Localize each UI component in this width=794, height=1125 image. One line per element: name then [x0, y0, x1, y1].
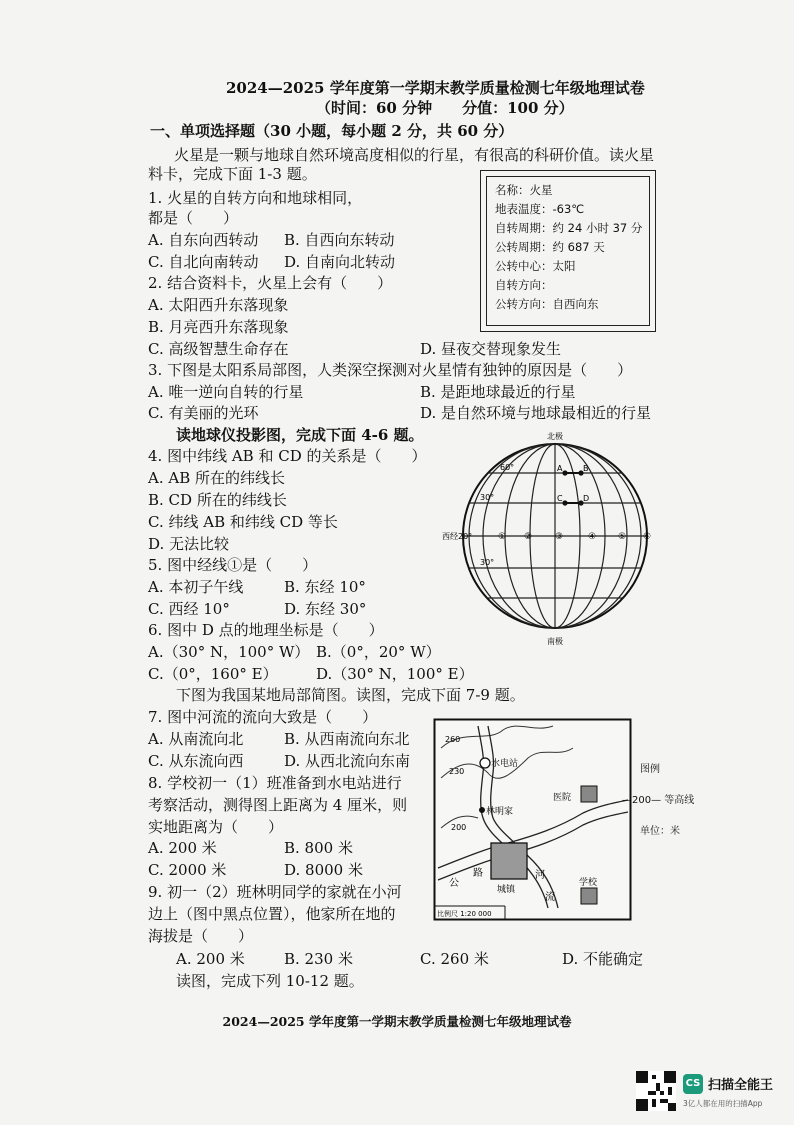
q1-stem-2: 都是（ ）	[148, 209, 239, 227]
hydro-station-marker	[480, 758, 490, 768]
q8-option-b: B. 800 米	[284, 839, 353, 857]
legend-unit: 单位：米	[640, 826, 680, 837]
q5-stem: 5. 图中经线①是（ ）	[148, 556, 318, 574]
q7-option-b: B. 从西南流向东北	[284, 730, 410, 748]
globe-lat60-label: 60°	[500, 463, 515, 472]
q1-option-a: A. 自东向西转动	[148, 231, 259, 249]
globe-meridian-1: ①	[498, 532, 507, 542]
intro-7-9: 下图为我国某地局部简图。读图，完成下面 7-9 题。	[176, 686, 525, 704]
intro-1-3-line1: 火星是一颗与地球自然环境高度相似的行星，有很高的科研价值。读火星	[174, 146, 655, 164]
q2-option-a: A. 太阳西升东落现象	[148, 296, 289, 314]
q9-option-c: C. 260 米	[420, 950, 489, 968]
camscanner-name: 扫描全能王	[708, 1078, 774, 1093]
map-home-label: 林明家	[486, 807, 514, 817]
globe-meridian-5: ⑤	[618, 532, 627, 542]
exam-title: 2024—2025 学年度第一学期末教学质量检测七年级地理试卷	[226, 79, 645, 97]
home-marker	[479, 807, 485, 813]
q1-option-d: D. 自南向北转动	[284, 253, 396, 271]
q8-stem-1: 8. 学校初一（1）班准备到水电站进行	[148, 774, 402, 792]
mars-temp: 地表温度：-63℃	[495, 202, 585, 216]
map-road-char-2: 路	[473, 868, 483, 879]
map-contour-200: 200	[451, 823, 467, 832]
globe-south-label: 南极	[547, 637, 563, 646]
legend-title: 图例	[640, 764, 660, 775]
camscanner-logo-icon: CS	[683, 1074, 703, 1094]
exam-time-score: （时间：60 分钟 分值：100 分）	[316, 99, 574, 117]
q7-option-c: C. 从东流向西	[148, 752, 244, 770]
q1-stem-1: 1. 火星的自转方向和地球相同，	[148, 189, 363, 207]
globe-west20-label: 西经20°	[442, 532, 473, 541]
globe-north-label: 北极	[547, 432, 563, 441]
map-hospital-label: 医院	[553, 793, 572, 803]
mars-data-card	[486, 176, 650, 326]
globe-point-a: A	[557, 464, 563, 473]
map-scale-label: 比例尺 1:20 000	[437, 910, 492, 918]
q3-option-a: A. 唯一逆向自转的行星	[148, 383, 304, 401]
map-river-char-2: 流	[545, 892, 555, 903]
page-footer: 2024—2025 学年度第一学期末教学质量检测七年级地理试卷	[222, 1014, 572, 1029]
map-frame	[435, 720, 631, 920]
q2-option-d: D. 昼夜交替现象发生	[420, 340, 562, 358]
map-hydro-label: 水电站	[491, 759, 519, 769]
q2-stem: 2. 结合资料卡，火星上会有（ ）	[148, 274, 393, 292]
local-map	[433, 718, 633, 923]
q3-stem: 3. 下图是太阳系局部图，人类深空探测对火星情有独钟的原因是（ ）	[148, 361, 633, 379]
map-contour-230: 230	[449, 767, 465, 776]
q9-stem-1: 9. 初一（2）班林明同学的家就在小河	[148, 883, 402, 901]
intro-4-6: 读地球仪投影图，完成下面 4-6 题。	[176, 426, 424, 444]
q4-option-a: A. AB 所在的纬线长	[148, 469, 285, 487]
globe-point-b: B	[583, 464, 589, 473]
q6-option-a: A.（30° N，100° W）	[148, 643, 310, 661]
globe-meridian-6: ⑥	[643, 532, 652, 542]
q5-option-c: C. 西经 10°	[148, 600, 230, 618]
q3-option-b: B. 是距地球最近的行星	[420, 383, 576, 401]
q8-option-a: A. 200 米	[148, 839, 217, 857]
map-road-char-1: 公	[449, 878, 459, 889]
globe-figure	[440, 428, 670, 654]
q8-stem-2: 考察活动，测得图上距离为 4 厘米，则	[148, 796, 408, 814]
q7-stem: 7. 图中河流的流向大致是（ ）	[148, 708, 378, 726]
q7-option-a: A. 从南流向北	[148, 730, 244, 748]
town-marker	[491, 843, 527, 879]
q6-option-d: D.（30° N，100° E）	[316, 665, 474, 683]
globe-point-d: D	[583, 494, 590, 503]
q3-option-c: C. 有美丽的光环	[148, 404, 259, 422]
section-heading: 一、单项选择题（30 小题，每小题 2 分，共 60 分）	[150, 122, 514, 140]
q6-stem: 6. 图中 D 点的地理坐标是（ ）	[148, 621, 384, 639]
map-school-label: 学校	[579, 878, 598, 888]
q3-option-d: D. 是自然环境与地球最相近的行星	[420, 404, 652, 422]
q9-stem-2: 边上（图中黑点位置），他家所在地的	[148, 905, 396, 923]
intro-10-12: 读图，完成下列 10-12 题。	[176, 972, 364, 990]
map-contour-260: 260	[445, 735, 461, 744]
legend-contour-line: —200— 等高线	[622, 795, 695, 806]
q7-option-d: D. 从西北流向东南	[284, 752, 411, 770]
hospital-marker	[581, 786, 597, 802]
school-marker	[581, 888, 597, 904]
q4-option-d: D. 无法比较	[148, 535, 230, 553]
q5-option-a: A. 本初子午线	[148, 578, 244, 596]
globe-meridian-2: ②	[524, 532, 533, 542]
q1-option-c: C. 自北向南转动	[148, 253, 259, 271]
q8-option-c: C. 2000 米	[148, 861, 227, 879]
globe-point-c: C	[557, 494, 563, 503]
intro-1-3-line2: 料卡，完成下面 1-3 题。	[148, 165, 317, 183]
globe-lat30n-label: 30°	[480, 493, 495, 502]
q6-option-c: C.（0°，160° E）	[148, 665, 278, 683]
q8-option-d: D. 8000 米	[284, 861, 363, 879]
q5-option-d: D. 东经 30°	[284, 600, 367, 618]
q1-option-b: B. 自西向东转动	[284, 231, 395, 249]
q9-option-d: D. 不能确定	[562, 950, 644, 968]
camscanner-tagline: 3亿人都在用的扫描App	[683, 1099, 763, 1108]
q2-option-c: C. 高级智慧生命存在	[148, 340, 289, 358]
map-river-char-1: 河	[535, 870, 545, 881]
q4-stem: 4. 图中纬线 AB 和 CD 的关系是（ ）	[148, 447, 427, 465]
q4-option-b: B. CD 所在的纬线长	[148, 491, 287, 509]
q9-option-b: B. 230 米	[284, 950, 353, 968]
q9-option-a: A. 200 米	[176, 950, 245, 968]
q2-option-b: B. 月亮西升东落现象	[148, 318, 289, 336]
mars-revolution-center: 公转中心：太阳	[495, 259, 576, 273]
q5-option-b: B. 东经 10°	[284, 578, 366, 596]
q9-stem-3: 海拔是（ ）	[148, 927, 254, 945]
mars-rotation-period: 自转周期：约 24 小时 37 分	[495, 221, 643, 235]
mars-rotation-direction: 自转方向：	[495, 278, 553, 292]
globe-lat30s-label: 30°	[480, 558, 495, 567]
globe-meridian-3: ③	[555, 532, 564, 542]
q8-stem-3: 实地距离为（ ）	[148, 818, 284, 836]
q6-option-b: B.（0°，20° W）	[316, 643, 441, 661]
mars-revolution-period: 公转周期：约 687 天	[495, 240, 605, 254]
qr-code-icon	[636, 1071, 676, 1111]
mars-revolution-direction: 公转方向：自西向东	[495, 297, 599, 311]
q4-option-c: C. 纬线 AB 和纬线 CD 等长	[148, 513, 338, 531]
mars-name: 名称：火星	[495, 183, 553, 197]
map-town-label: 城镇	[497, 885, 516, 895]
globe-meridian-4: ④	[588, 532, 597, 542]
